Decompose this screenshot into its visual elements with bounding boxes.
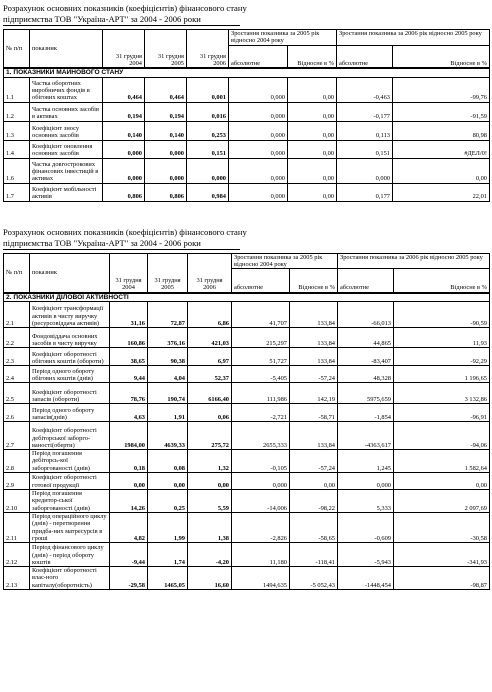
relative-change-2005: -57,24	[290, 450, 338, 473]
absolute-change-2006: 0,000	[337, 158, 393, 183]
header-growth-2005: Зростання показника за 2005 рік відносно 2004 року	[229, 30, 337, 46]
absolute-change-2005: 51,727	[232, 348, 290, 366]
row-indicator-name: Період погашення кредитор-ської заборгованості (днів)	[30, 490, 110, 513]
header-2004: 31 грудня 2004	[103, 30, 145, 69]
relative-change-2006: -91,59	[393, 102, 490, 121]
row-indicator-name: Коефіцієнт оновлення основних засобів	[30, 140, 103, 158]
relative-change-2006: 11,93	[394, 328, 490, 348]
header-name: показник	[30, 30, 103, 69]
value-2004: -9,44	[110, 543, 148, 567]
absolute-change-2006: -0,463	[337, 77, 393, 102]
table2-section-title: 2. ПОКАЗНИКИ ДІЛОВОЇ АКТИВНОСТІ	[4, 293, 490, 302]
row-indicator-name: Коефіцієнт оборотності запасів (обороти)	[30, 383, 110, 404]
relative-change-2006: 2 097,69	[394, 490, 490, 513]
value-2004: 9,44	[110, 366, 148, 383]
relative-change-2006: -96,91	[394, 404, 490, 422]
absolute-change-2005: -2,721	[232, 404, 290, 422]
value-2004: 14,26	[110, 490, 148, 513]
value-2006: 0,001	[187, 77, 229, 102]
header-relative-2: Відносне в %	[394, 269, 490, 293]
relative-change-2005: 133,84	[290, 422, 338, 450]
value-2004: 160,86	[110, 328, 148, 348]
absolute-change-2005: 0,000	[229, 158, 288, 183]
absolute-change-2005: -5,405	[232, 366, 290, 383]
absolute-change-2005: 41,707	[232, 302, 290, 328]
row-number: 2.9	[4, 473, 30, 490]
row-indicator-name: Період погашення дебіторсь-кої заборгованості (днів)	[30, 450, 110, 473]
value-2006: 1,38	[188, 512, 232, 542]
row-indicator-name: Частка довгострокових фінансових інвестицій в активах	[30, 158, 103, 183]
relative-change-2006: 0,00	[393, 158, 490, 183]
row-indicator-name: Фондовіддача основних засобів в чисту виручку	[30, 328, 110, 348]
relative-change-2005: 133,84	[290, 348, 338, 366]
table-row	[4, 158, 490, 183]
absolute-change-2006: 5975,659	[338, 383, 394, 404]
relative-change-2005: -5 052,43	[290, 567, 338, 590]
row-number: 1.4	[4, 140, 30, 158]
absolute-change-2006: -1,854	[338, 404, 394, 422]
relative-change-2005: 0,00	[288, 183, 337, 201]
value-2006: 16,60	[188, 567, 232, 590]
value-2006: 0,253	[187, 121, 229, 140]
table-row	[4, 404, 490, 422]
row-number: 2.13	[4, 567, 30, 590]
value-2004: 0,18	[110, 450, 148, 473]
table1	[3, 29, 490, 202]
value-2004: 0,00	[110, 473, 148, 490]
value-2006: 0,151	[187, 140, 229, 158]
table2-title-line1: Розрахунок основних показників (коефіцієнтів) фінансового стану	[3, 226, 247, 237]
row-indicator-name: Період одного обороту запасів(днів)	[30, 404, 110, 422]
relative-change-2006: -341,93	[394, 543, 490, 567]
relative-change-2005: 0,00	[290, 473, 338, 490]
row-indicator-name: Період фінансового циклу (днів) - період обороту коштів	[30, 543, 110, 567]
row-number: 1.2	[4, 102, 30, 121]
relative-change-2005: -57,24	[290, 366, 338, 383]
row-indicator-name: Коефіцієнт оборотності дебіторської заборго-ваності(оберти)	[30, 422, 110, 450]
row-number: 2.5	[4, 383, 30, 404]
absolute-change-2006: -4363,617	[338, 422, 394, 450]
header-2005: 31 грудня 2005	[145, 30, 187, 69]
row-number: 2.8	[4, 450, 30, 473]
table-row	[4, 450, 490, 473]
relative-change-2006: -98,87	[394, 567, 490, 590]
value-2005: 4,04	[148, 366, 188, 383]
row-number: 1.3	[4, 121, 30, 140]
relative-change-2006: -92,29	[394, 348, 490, 366]
absolute-change-2005: 0,000	[229, 77, 288, 102]
absolute-change-2005: 0,000	[229, 183, 288, 201]
relative-change-2006: -94,06	[394, 422, 490, 450]
relative-change-2006: -30,58	[394, 512, 490, 542]
row-number: 2.11	[4, 512, 30, 542]
table-row	[4, 183, 490, 201]
absolute-change-2005: 0,000	[232, 473, 290, 490]
row-indicator-name: Коефіцієнт мобільності активів	[30, 183, 103, 201]
table1-title-line1: Розрахунок основних показників (коефіцієнтів) фінансового стану	[3, 3, 247, 13]
relative-change-2005: 0,00	[288, 121, 337, 140]
value-2005: 4639,33	[148, 422, 188, 450]
row-number: 2.1	[4, 302, 30, 328]
table-row	[4, 302, 490, 328]
row-number: 2.7	[4, 422, 30, 450]
relative-change-2005: -58,65	[290, 512, 338, 542]
table-row	[4, 102, 490, 121]
relative-change-2005: 0,00	[288, 158, 337, 183]
row-indicator-name: Частка оборотних виробничих фондів в обігових коштах	[30, 77, 103, 102]
row-indicator-name: Частка основних засобів в активах	[30, 102, 103, 121]
absolute-change-2005: 2655,333	[232, 422, 290, 450]
header-absolute-1: абсолютне	[229, 45, 288, 68]
absolute-change-2006: 0,000	[338, 473, 394, 490]
relative-change-2005: 0,00	[288, 140, 337, 158]
relative-change-2005: -118,41	[290, 543, 338, 567]
relative-change-2006: -99,76	[393, 77, 490, 102]
header-growth-2005: Зростання показника за 2005 рік відносно 2004 року	[232, 253, 338, 269]
value-2005: 0,000	[145, 140, 187, 158]
value-2004: 0,194	[103, 102, 145, 121]
table-row	[4, 121, 490, 140]
row-number: 1.1	[4, 77, 30, 102]
header-growth-2006: Зростання показника за 2006 рік відносно 2005 року	[338, 253, 490, 269]
value-2006: 6,97	[188, 348, 232, 366]
table-row	[4, 328, 490, 348]
table-row	[4, 140, 490, 158]
value-2005: 1,74	[148, 543, 188, 567]
header-no: № п/п	[4, 253, 30, 293]
row-number: 1.7	[4, 183, 30, 201]
row-number: 2.10	[4, 490, 30, 513]
value-2005: 0,000	[145, 158, 187, 183]
value-2006: 0,016	[187, 102, 229, 121]
value-2006: 421,03	[188, 328, 232, 348]
value-2005: 0,00	[148, 473, 188, 490]
row-number: 2.3	[4, 348, 30, 366]
value-2005: 72,87	[148, 302, 188, 328]
value-2006: 0,06	[188, 404, 232, 422]
value-2004: 0,464	[103, 77, 145, 102]
header-growth-2006: Зростання показника за 2006 рік відносно 2005 року	[337, 30, 490, 46]
table-row	[4, 512, 490, 542]
relative-change-2005: -58,71	[290, 404, 338, 422]
table-row	[4, 567, 490, 590]
table-row	[4, 383, 490, 404]
value-2006: 5,59	[188, 490, 232, 513]
row-indicator-name: Коефіцієнт оборотності готової продукції	[30, 473, 110, 490]
value-2005: 0,140	[145, 121, 187, 140]
absolute-change-2005: 0,000	[229, 121, 288, 140]
relative-change-2005: 0,00	[288, 102, 337, 121]
table1-title-line2: підприємства ТОВ "Україна-АРТ" за 2004 - 2006 роки	[3, 14, 240, 26]
absolute-change-2005: 11,180	[232, 543, 290, 567]
value-2004: 78,76	[110, 383, 148, 404]
value-2004: -29,58	[110, 567, 148, 590]
table-row	[4, 473, 490, 490]
value-2006: 1,32	[188, 450, 232, 473]
header-absolute-2: абсолютне	[338, 269, 394, 293]
relative-change-2006: 1 196,65	[394, 366, 490, 383]
row-number: 2.2	[4, 328, 30, 348]
absolute-change-2006: 5,333	[338, 490, 394, 513]
absolute-change-2005: 111,986	[232, 383, 290, 404]
header-no: № п/п	[4, 30, 30, 69]
absolute-change-2006: 0,177	[337, 183, 393, 201]
absolute-change-2006: 1,245	[338, 450, 394, 473]
relative-change-2005: 0,00	[288, 77, 337, 102]
value-2006: 6166,40	[188, 383, 232, 404]
relative-change-2006: 3 132,86	[394, 383, 490, 404]
value-2006: 0,984	[187, 183, 229, 201]
value-2006: 52,37	[188, 366, 232, 383]
absolute-change-2006: -66,013	[338, 302, 394, 328]
table2	[3, 253, 490, 590]
header-relative-2: Відносне в %	[393, 45, 490, 68]
relative-change-2006: 22,01	[393, 183, 490, 201]
relative-change-2005: 142,19	[290, 383, 338, 404]
row-number: 2.12	[4, 543, 30, 567]
row-number: 2.4	[4, 366, 30, 383]
table1-section-title: 1. ПОКАЗНИКИ МАЙНОВОГО СТАНУ	[4, 68, 490, 77]
absolute-change-2006: 0,113	[337, 121, 393, 140]
relative-change-2006: #ДЕЛ/0!	[393, 140, 490, 158]
header-name: показник	[30, 253, 110, 293]
header-2005: 31 грудня 2005	[148, 253, 188, 293]
value-2005: 1,91	[148, 404, 188, 422]
value-2005: 0,464	[145, 77, 187, 102]
table2-title	[3, 227, 490, 250]
table1-title	[3, 3, 490, 26]
relative-change-2006: 80,98	[393, 121, 490, 140]
header-absolute-2: абсолютне	[337, 45, 393, 68]
row-indicator-name: Період одного обороту обігових коштів (днів)	[30, 366, 110, 383]
header-2004: 31 грудня 2004	[110, 253, 148, 293]
header-absolute-1: абсолютне	[232, 269, 290, 293]
absolute-change-2005: -2,826	[232, 512, 290, 542]
row-indicator-name: Період операційного циклу (днів) - перетворення придба-них матресурсів в гроші	[30, 512, 110, 542]
relative-change-2006: 0,00	[394, 473, 490, 490]
row-indicator-name: Коефіцієнт зносу основних засобів	[30, 121, 103, 140]
relative-change-2005: 133,84	[290, 328, 338, 348]
value-2004: 38,65	[110, 348, 148, 366]
row-indicator-name: Коефіцієнт трансформації активів в чисту виручку (ресурсовіддача активів)	[30, 302, 110, 328]
absolute-change-2006: 44,865	[338, 328, 394, 348]
absolute-change-2006: -83,407	[338, 348, 394, 366]
absolute-change-2005: -14,006	[232, 490, 290, 513]
absolute-change-2006: -0,609	[338, 512, 394, 542]
row-number: 1.6	[4, 158, 30, 183]
value-2004: 0,000	[103, 158, 145, 183]
absolute-change-2006: -5,943	[338, 543, 394, 567]
absolute-change-2006: 48,328	[338, 366, 394, 383]
relative-change-2006: -90,59	[394, 302, 490, 328]
value-2004: 0,140	[103, 121, 145, 140]
relative-change-2006: 1 582,64	[394, 450, 490, 473]
absolute-change-2005: -0,105	[232, 450, 290, 473]
absolute-change-2005: 215,297	[232, 328, 290, 348]
value-2004: 31,16	[110, 302, 148, 328]
value-2006: 275,72	[188, 422, 232, 450]
value-2005: 376,16	[148, 328, 188, 348]
table-row	[4, 490, 490, 513]
header-relative-1: Відносне в %	[290, 269, 338, 293]
relative-change-2005: 133,84	[290, 302, 338, 328]
value-2005: 0,25	[148, 490, 188, 513]
absolute-change-2006: -1448,454	[338, 567, 394, 590]
table-row	[4, 77, 490, 102]
value-2005: 0,194	[145, 102, 187, 121]
row-indicator-name: Коефіцієнт оборотності обігових коштів (обороти)	[30, 348, 110, 366]
table2-title-line2: підприємства ТОВ "Україна-АРТ" за 2004 - 2006 роки	[3, 238, 240, 250]
header-2006: 31 грудня 2006	[187, 30, 229, 69]
absolute-change-2005: 0,000	[229, 140, 288, 158]
value-2004: 4,82	[110, 512, 148, 542]
value-2004: 0,806	[103, 183, 145, 201]
value-2005: 0,08	[148, 450, 188, 473]
value-2004: 4,63	[110, 404, 148, 422]
value-2005: 1465,05	[148, 567, 188, 590]
value-2004: 0,000	[103, 140, 145, 158]
absolute-change-2006: 0,151	[337, 140, 393, 158]
value-2004: 1984,00	[110, 422, 148, 450]
value-2006: 0,000	[187, 158, 229, 183]
value-2005: 190,74	[148, 383, 188, 404]
header-2006: 31 грудня 2006	[188, 253, 232, 293]
table-row	[4, 422, 490, 450]
document-page	[3, 3, 490, 590]
absolute-change-2005: 0,000	[229, 102, 288, 121]
value-2006: 6,86	[188, 302, 232, 328]
value-2005: 90,38	[148, 348, 188, 366]
value-2005: 0,806	[145, 183, 187, 201]
header-relative-1: Відносне в %	[288, 45, 337, 68]
relative-change-2005: -98,22	[290, 490, 338, 513]
value-2006: -4,20	[188, 543, 232, 567]
table-row	[4, 543, 490, 567]
table-row	[4, 348, 490, 366]
absolute-change-2005: 1494,635	[232, 567, 290, 590]
table-row	[4, 366, 490, 383]
row-number: 2.6	[4, 404, 30, 422]
absolute-change-2006: -0,177	[337, 102, 393, 121]
value-2005: 1,99	[148, 512, 188, 542]
value-2006: 0,00	[188, 473, 232, 490]
row-indicator-name: Коефіцієнт оборотності влас-ного капіталу(оборотність)	[30, 567, 110, 590]
